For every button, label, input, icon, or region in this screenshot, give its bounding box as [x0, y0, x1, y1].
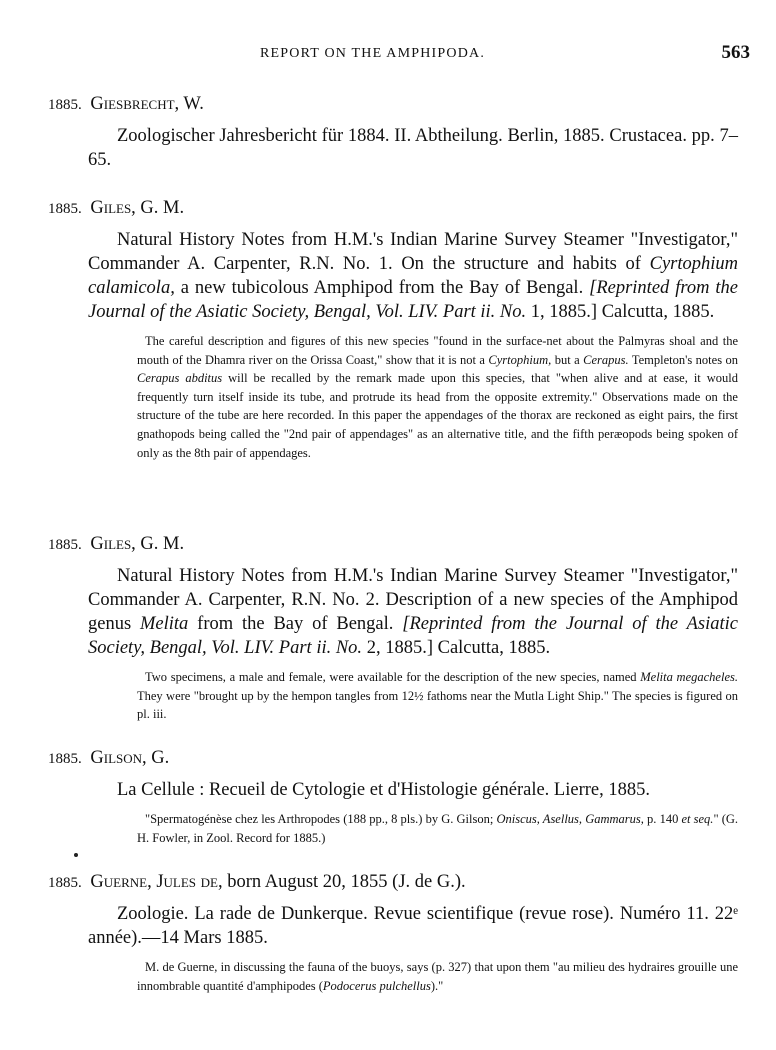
italic-text-run: Melita megacheles. — [640, 670, 738, 684]
text-run: 2, 1885.] Calcutta, 1885. — [362, 638, 551, 658]
entry-heading — [48, 870, 738, 894]
entry-heading — [48, 92, 738, 116]
bibliography-entry — [48, 196, 738, 462]
bibliography-entry — [48, 532, 738, 724]
italic-text-run: [Reprinted from the Journal of the Asiatic Society, Bengal, Vol. LIV. Part ii. No. — [88, 278, 738, 322]
entry-note — [137, 810, 738, 847]
text-run: Templeton's notes on — [628, 352, 738, 367]
entry-citation — [88, 902, 738, 950]
running-head — [60, 42, 750, 66]
italic-text-run: Cyrtophium, — [488, 352, 552, 367]
text-run: will be recalled by the remark made upon this species, that "when alive and at ease, it would frequently turn itself inside its tube, and protrude its head from the opposite extremity." Observations made on the structure of the tube are here recorded. In this paper the appendages of the thorax are reckoned as eight pairs, the first gnathopods being called the "2nd pair of appendages" as an alternative title, and the fifth peræopods being spoken of only as the 8th pair of appendages. — [137, 371, 738, 460]
italic-text-run: Cerapus abditus — [137, 371, 223, 386]
entry-citation — [88, 124, 738, 172]
entry-heading — [48, 746, 738, 770]
text-run: Zoologie. La rade de Dunkerque. Revue scientifique (revue rose). Numéro 11. 22ᵉ année).—14 Mars 1885. — [88, 904, 738, 948]
text-run: Natural History Notes from H.M.'s Indian Marine Survey Steamer "Investigator," Commander A. Carpenter, R.N. No. 2. Description of a new species of the Amphipod genus — [88, 566, 738, 634]
entry-author: Giles, G. M. — [90, 198, 185, 218]
text-run: from the Bay of Bengal. — [188, 614, 403, 634]
entry-year: 1885. — [48, 875, 82, 891]
entry-citation — [88, 778, 738, 802]
bibliography-entry — [48, 92, 738, 172]
entry-author: Gilson, G. — [90, 748, 170, 768]
italic-text-run: Oniscus, Asellus, Gammarus, — [496, 812, 644, 826]
italic-text-run: Cerapus. — [583, 352, 629, 367]
italic-text-run: Melita — [140, 614, 189, 634]
entry-author: Guerne, Jules de, — [90, 872, 223, 892]
entry-author: Giesbrecht, W. — [90, 94, 204, 114]
text-run: They were "brought up by the hempon tangles from 12½ fathoms near the Mutla Light Ship." The species is figured on pl. iii. — [137, 688, 738, 722]
bibliography-entry — [48, 746, 738, 847]
text-run: Two specimens, a male and female, were available for the description of the new species, named — [145, 670, 641, 684]
bibliography-entry — [48, 870, 738, 995]
text-run: )." — [430, 978, 444, 993]
entry-year: 1885. — [48, 751, 82, 767]
text-run: a new tubicolous Amphipod from the Bay of Bengal. — [174, 278, 590, 298]
entry-note — [137, 958, 738, 995]
text-run: The careful description and figures of this new species "found in the surface-net about the Palmyras shoal and the mouth of the Dhamra river on the Orissa Coast," show that it is not a — [137, 334, 738, 367]
italic-text-run: Cyrtophium calamicola, — [88, 254, 738, 298]
stray-mark — [74, 853, 78, 857]
italic-text-run: Podocerus pulchellus — [322, 978, 431, 993]
entry-author: Giles, G. M. — [90, 534, 185, 554]
text-run: p. 140 — [643, 812, 682, 826]
entry-year: 1885. — [48, 201, 82, 217]
entry-citation — [88, 228, 738, 324]
page-number: 563 — [721, 42, 750, 63]
text-run: 1, 1885.] Calcutta, 1885. — [526, 302, 715, 322]
entry-note — [137, 332, 738, 462]
running-title: REPORT ON THE AMPHIPODA. — [260, 46, 486, 61]
entry-citation — [88, 564, 738, 660]
italic-text-run: et seq. — [681, 812, 714, 826]
text-run: " (G. H. Fowler, in Zool. Record for 1885.) — [137, 812, 739, 845]
entry-heading — [48, 196, 738, 220]
text-run: but a — [551, 352, 584, 367]
entry-year: 1885. — [48, 537, 82, 553]
text-run: "Spermatogénèse chez les Arthropodes (188 pp., 8 pls.) by G. Gilson; — [145, 812, 497, 826]
text-run: Natural History Notes from H.M.'s Indian Marine Survey Steamer "Investigator," Commander A. Carpenter, R.N. No. 1. On the structure and habits of — [88, 230, 738, 274]
entry-year: 1885. — [48, 97, 82, 113]
entry-heading — [48, 532, 738, 556]
text-run: Zoologischer Jahresbericht für 1884. II. Abtheilung. Berlin, 1885. Crustacea. pp. 7–65. — [88, 126, 738, 170]
italic-text-run: [Reprinted from the Journal of the Asiatic Society, Bengal, Vol. LIV. Part ii. No. — [88, 614, 738, 658]
text-run: La Cellule : Recueil de Cytologie et d'Histologie générale. Lierre, 1885. — [117, 780, 650, 800]
entry-note — [137, 668, 738, 724]
entry-author-details: born August 20, 1855 (J. de G.). — [222, 872, 466, 892]
text-run: M. de Guerne, in discussing the fauna of the buoys, says (p. 327) that upon them "au milieu des hydraires grouille une innombrable quantité d'amphipodes ( — [137, 960, 738, 993]
